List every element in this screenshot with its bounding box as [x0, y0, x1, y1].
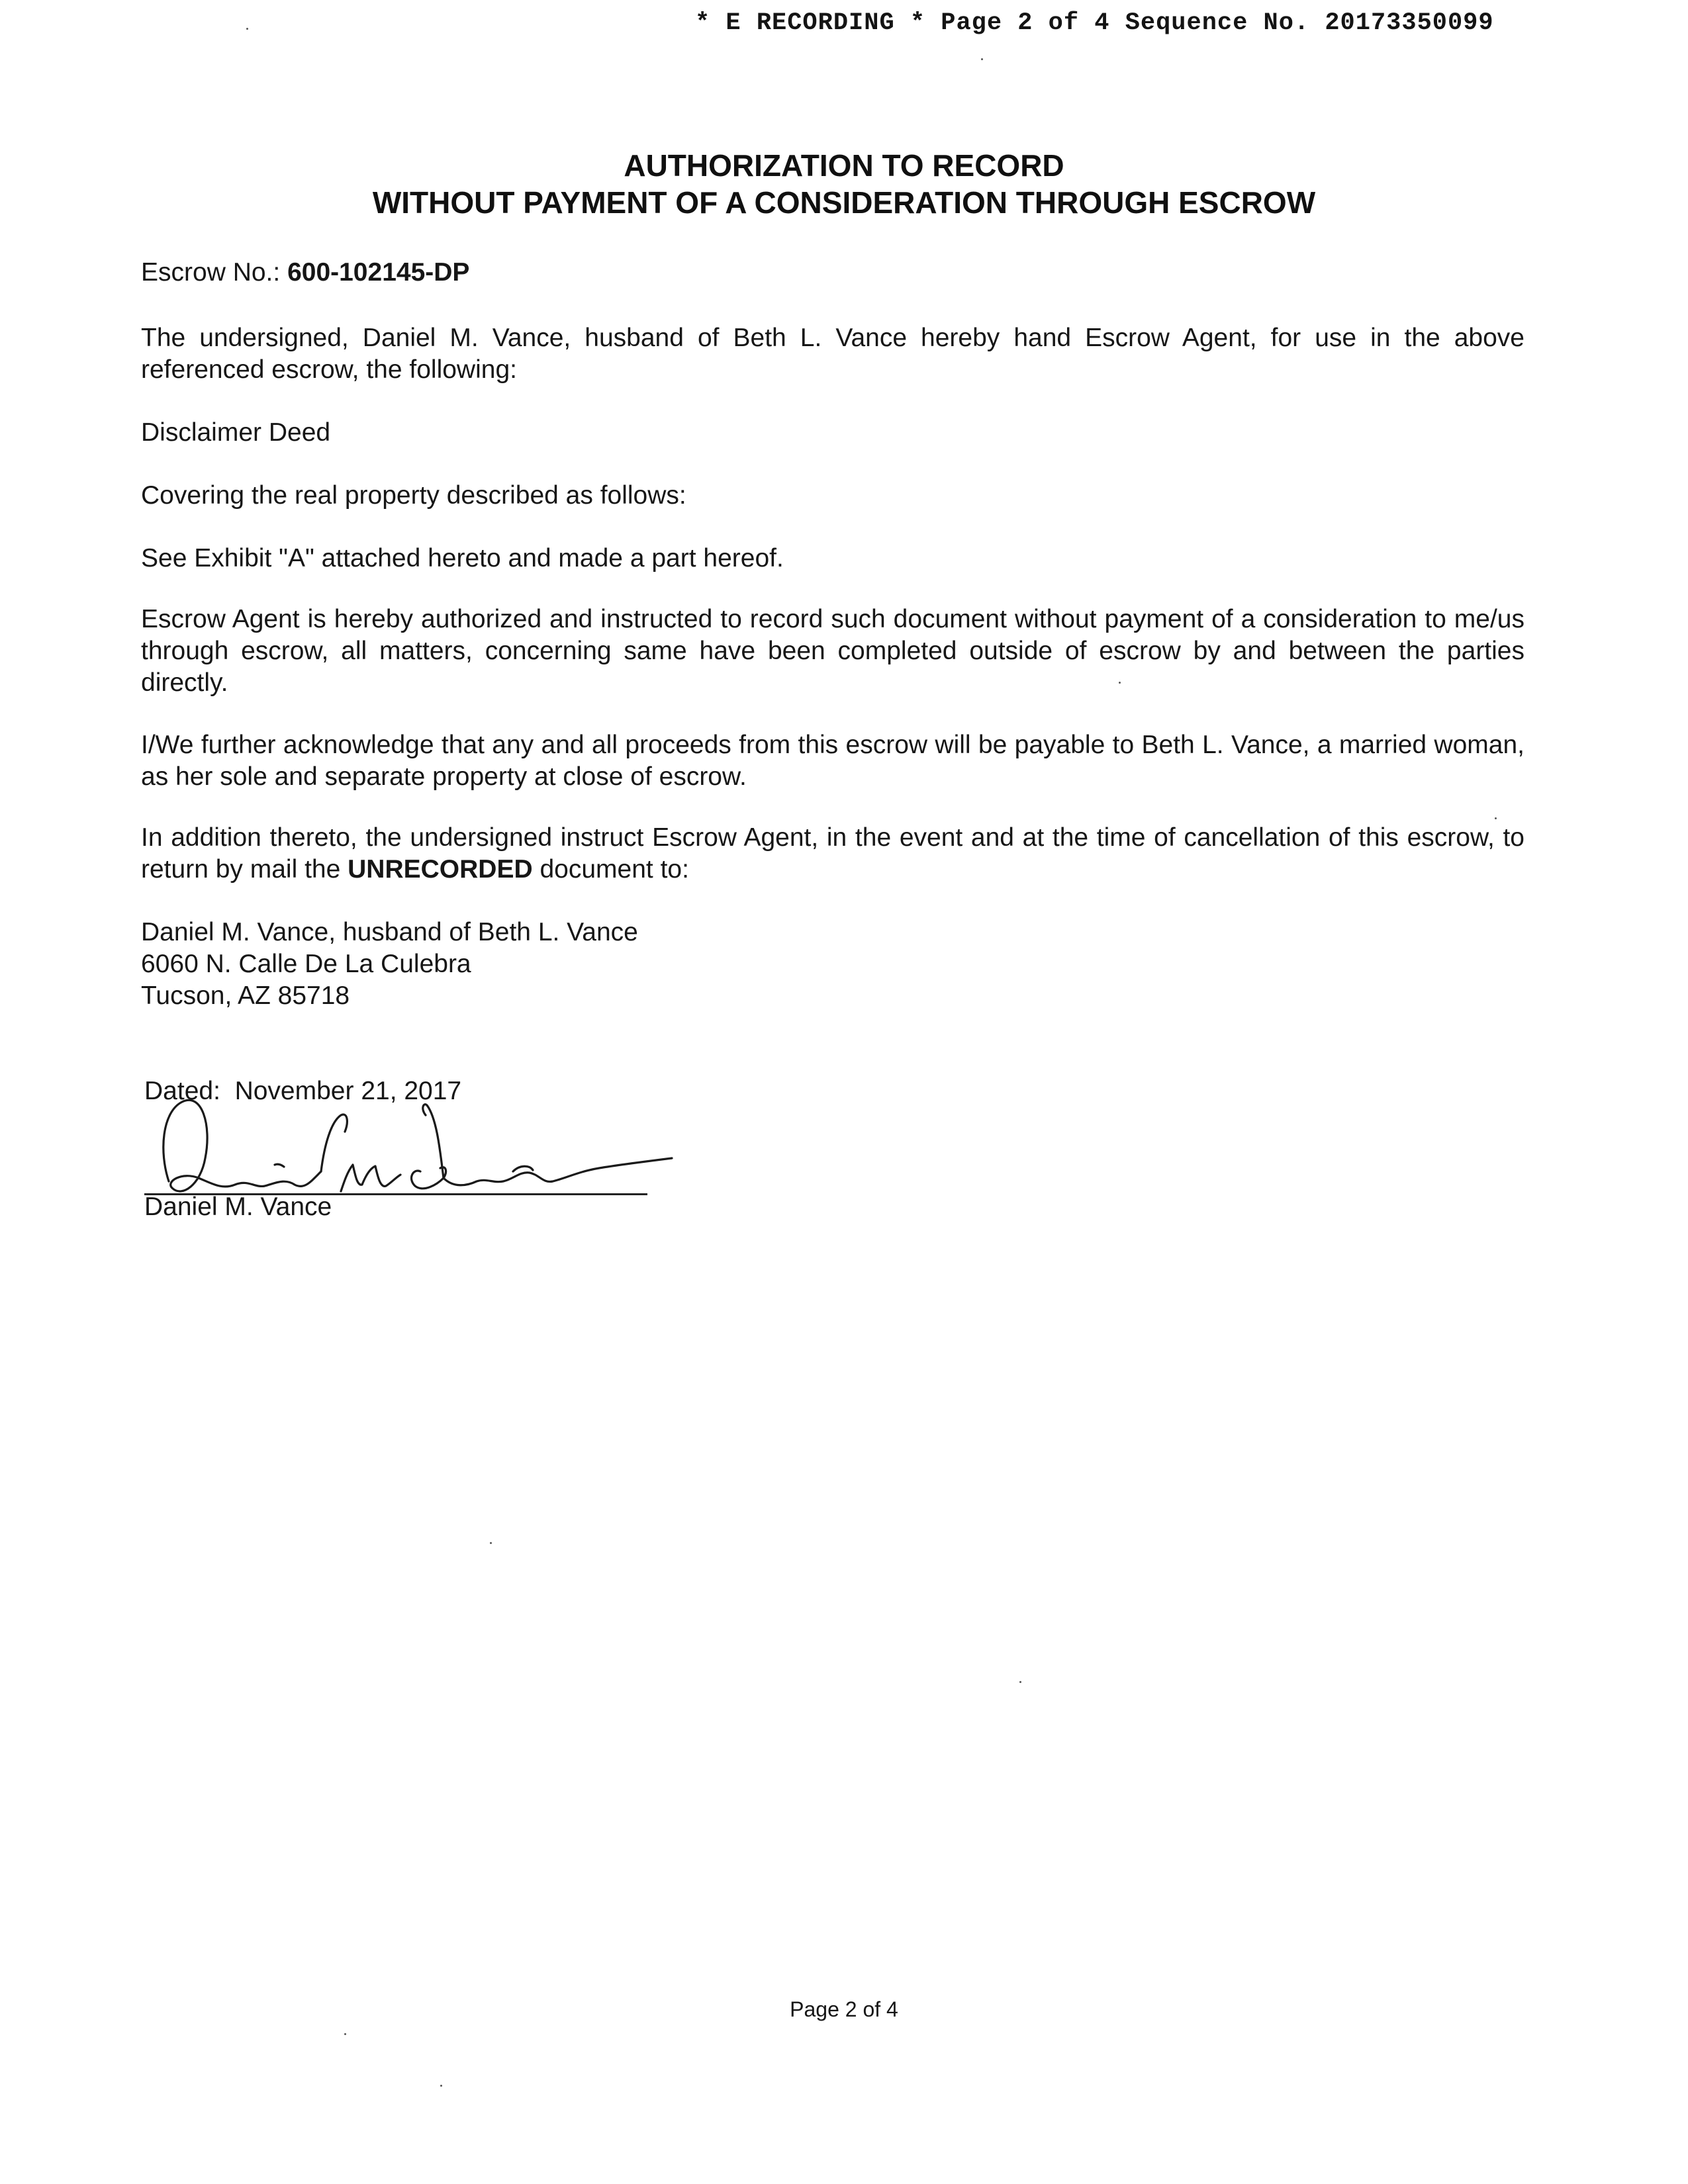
scan-speck [344, 2033, 346, 2035]
scan-speck [1019, 1681, 1021, 1683]
scan-speck [490, 1542, 492, 1544]
title-line-1: AUTHORIZATION TO RECORD [624, 148, 1064, 183]
return-instruction-paragraph [141, 822, 1524, 886]
address-line-3: Tucson, AZ 85718 [141, 981, 350, 1010]
scan-speck [1495, 817, 1497, 819]
dated-label: Dated: [144, 1077, 220, 1105]
escrow-number-value: 600-102145-DP [287, 258, 470, 287]
scan-speck [981, 58, 983, 60]
return-text-after: document to: [532, 855, 689, 884]
scan-speck [440, 2085, 442, 2087]
scan-speck [246, 28, 248, 30]
document-title [0, 147, 1688, 221]
escrow-number-label: Escrow No.: [141, 258, 281, 287]
address-line-2: 6060 N. Calle De La Culebra [141, 950, 471, 978]
covering-paragraph: Covering the real property described as follows: [141, 481, 686, 510]
exhibit-paragraph: See Exhibit "A" attached hereto and made a part hereof. [141, 544, 784, 572]
address-line-1: Daniel M. Vance, husband of Beth L. Vance [141, 918, 638, 946]
escrow-number-line [141, 257, 1524, 289]
page-footer: Page 2 of 4 [790, 1997, 898, 2021]
intro-paragraph: The undersigned, Daniel M. Vance, husband of Beth L. Vance hereby hand Escrow Agent, for use in the above referenced escrow, the following: [141, 324, 1524, 384]
title-line-2: WITHOUT PAYMENT OF A CONSIDERATION THROUGH ESCROW [372, 185, 1316, 220]
dated-value: November 21, 2017 [234, 1077, 462, 1105]
unrecorded-emphasis: UNRECORDED [348, 855, 533, 884]
recording-stamp: * E RECORDING * Page 2 of 4 Sequence No. 20173350099 [695, 9, 1494, 37]
signer-name: Daniel M. Vance [144, 1193, 332, 1221]
document-type: Disclaimer Deed [141, 418, 331, 447]
acknowledge-paragraph: I/We further acknowledge that any and all proceeds from this escrow will be payable to Beth L. Vance, a married woman, as her sole and separate property at close of escrow. [141, 731, 1524, 791]
return-text-before: In addition thereto, the undersigned instruct Escrow Agent, in the event and at the time of cancellation of this escrow, to return by mail the [141, 823, 1524, 884]
scan-speck [1119, 682, 1121, 684]
authorization-paragraph: Escrow Agent is hereby authorized and instructed to record such document without payment of a consideration to me/us through escrow, all matters, concerning same have been completed outside of escrow by and between the parties directly. [141, 605, 1524, 697]
return-address [141, 917, 1524, 1012]
